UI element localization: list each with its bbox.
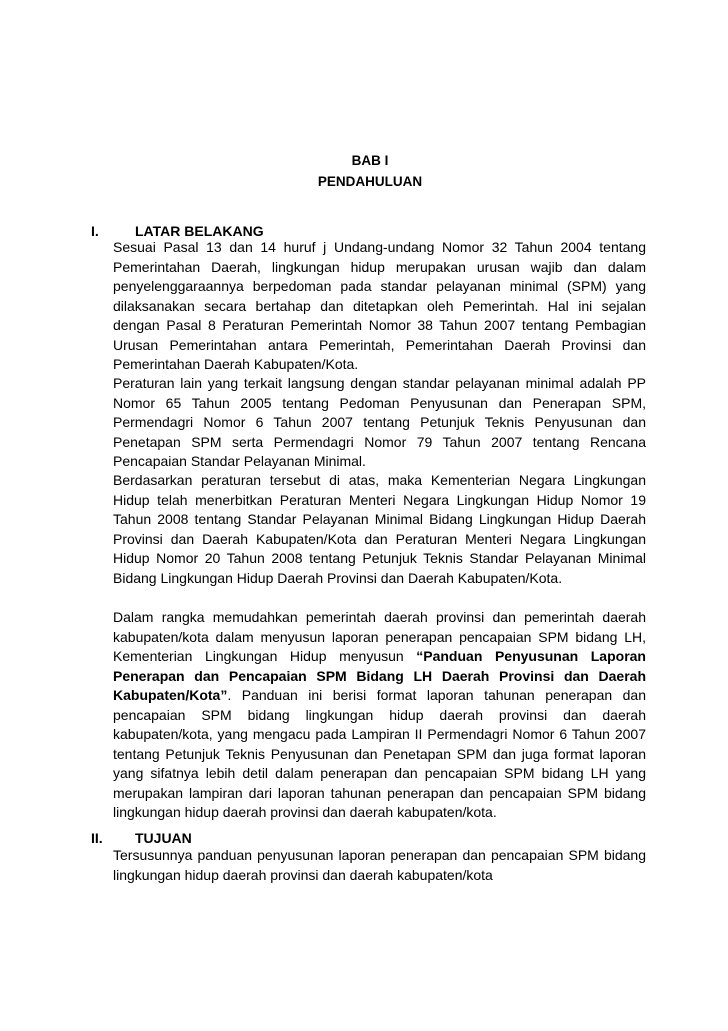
paragraph-tujuan: Tersusunnya panduan penyusunan laporan penerapan dan pencapaian SPM bidang lingkungan hidup daerah provinsi dan daerah kabupaten/kota xyxy=(113,847,646,883)
paragraph-4-intro: Dalam rangka memudahkan pemerintah daerah provinsi dan pemerintah daerah kabupaten/kota dalam menyusun laporan penerapan pencapaian SPM bidang LH, Kementerian Lingkungan Hidup menyusun xyxy=(113,609,646,664)
paragraph-4 xyxy=(113,608,646,823)
chapter-label: BAB I xyxy=(351,153,389,168)
paragraph-1: Sesuai Pasal 13 dan 14 huruf j Undang-undang Nomor 32 Tahun 2004 tentang Pemerintahan Daerah, lingkungan hidup merupakan urusan wajib dan dalam penyelenggaraannya berpedoman pada standar pelayanan minimal (SPM) yang dilaksanakan secara bertahap dan ditetapkan oleh Pemerintah. Hal ini sejalan dengan Pasal 8 Peraturan Pemerintah Nomor 38 Tahun 2007 tentang Pembagian Urusan Pemerintahan antara Pemerintah, Pemerintahan Daerah Provinsi dan Pemerintahan Daerah Kabupaten/Kota. xyxy=(113,239,646,372)
paragraph-3: Berdasarkan peraturan tersebut di atas, maka Kementerian Negara Lingkungan Hidup telah menerbitkan Peraturan Menteri Negara Lingkungan Hidup Nomor 19 Tahun 2008 tentang Standar Pelayanan Minimal Bidang Lingkungan Hidup Daerah Provinsi dan Daerah Kabupaten/Kota dan Peraturan Menteri Negara Lingkungan Hidup Nomor 20 Tahun 2008 tentang Petunjuk Teknis Standar Pelayanan Minimal Bidang Lingkungan Hidup Daerah Provinsi dan Daerah Kabupaten/Kota. xyxy=(113,472,646,586)
section-heading-tujuan xyxy=(91,829,192,847)
section-title: TUJUAN xyxy=(135,830,192,846)
section-number: II. xyxy=(91,830,103,846)
paragraph-2: Peraturan lain yang terkait langsung dengan standar pelayanan minimal adalah PP Nomor 65 Tahun 2005 tentang Pedoman Penyusunan dan Penerapan SPM, Permendagri Nomor 6 Tahun 2007 tentang Petunjuk Teknis Penyusunan dan Penetapan SPM serta Permendagri Nomor 79 Tahun 2007 tentang Rencana Pencapaian Standar Pelayanan Minimal. xyxy=(113,375,646,469)
paragraph-4-rest: . Panduan ini berisi format laporan tahunan penerapan dan pencapaian SPM bidang lingkungan hidup daerah provinsi dan daerah kabupaten/kota, yang mengacu pada Lampiran II Permendagri Nomor 6 Tahun 2007 tentang Petunjuk Teknis Penyusunan dan Penetapan SPM dan juga format laporan yang sifatnya lebih detil dalam penerapan dan pencapaian SPM bidang LH yang merupakan lampiran dari laporan tahunan penerapan dan pencapaian SPM bidang lingkungan hidup daerah provinsi dan daerah kabupaten/kota. xyxy=(113,687,646,820)
chapter-title: PENDAHULUAN xyxy=(317,174,423,189)
section-title: LATAR BELAKANG xyxy=(135,223,264,239)
section-number: I. xyxy=(91,223,99,239)
paragraph-4-document-title: “Panduan Penyusunan Laporan Penerapan dan Pencapaian SPM Bidang LH Daerah Provinsi dan Daerah Kabupaten/Kota” xyxy=(113,648,646,703)
